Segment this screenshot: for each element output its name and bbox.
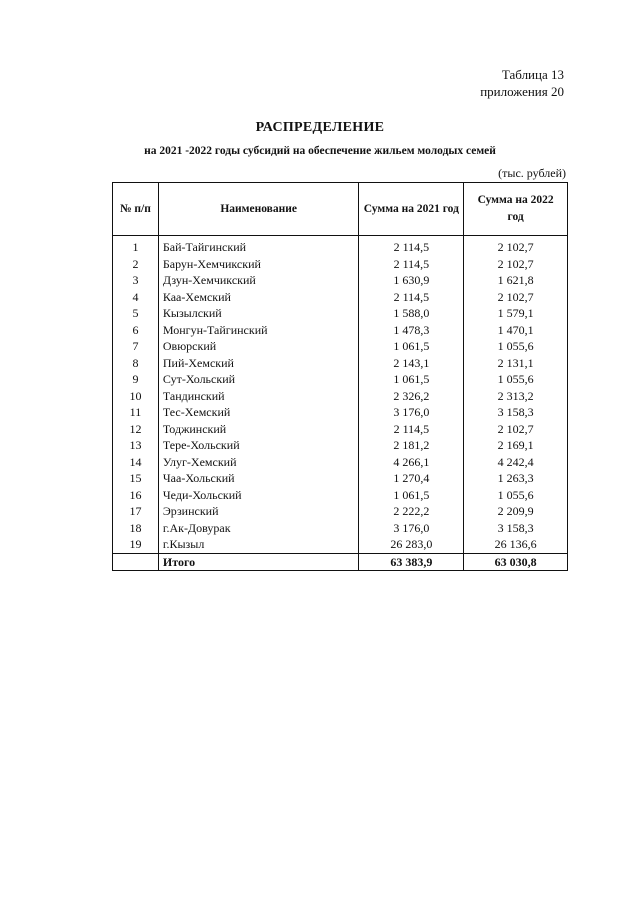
row-sum-2021: 1 478,3 — [359, 322, 464, 339]
table-row — [113, 305, 568, 322]
row-sum-2022: 2 102,7 — [464, 421, 568, 438]
row-sum-2021: 3 176,0 — [359, 520, 464, 537]
row-sum-2021: 2 143,1 — [359, 355, 464, 372]
row-sum-2022: 2 102,7 — [464, 289, 568, 306]
document-subtitle: на 2021 -2022 годы субсидий на обеспечение жильем молодых семей — [144, 145, 496, 157]
row-number: 18 — [113, 520, 159, 537]
row-sum-2022: 3 158,3 — [464, 520, 568, 537]
total-2022: 63 030,8 — [464, 553, 568, 571]
row-number: 3 — [113, 272, 159, 289]
row-sum-2022: 1 055,6 — [464, 487, 568, 504]
row-name: Тере-Хольский — [158, 437, 359, 454]
row-sum-2021: 2 222,2 — [359, 503, 464, 520]
row-number: 6 — [113, 322, 159, 339]
table-row — [113, 272, 568, 289]
total-row — [113, 553, 568, 571]
row-sum-2021: 3 176,0 — [359, 404, 464, 421]
row-name: Эрзинский — [158, 503, 359, 520]
table-header-row — [113, 183, 568, 236]
table-row — [113, 236, 568, 256]
row-sum-2022: 2 209,9 — [464, 503, 568, 520]
row-sum-2021: 1 061,5 — [359, 487, 464, 504]
table-row — [113, 256, 568, 273]
total-label: Итого — [158, 553, 359, 571]
table-row — [113, 503, 568, 520]
row-name: Дзун-Хемчикский — [158, 272, 359, 289]
row-name: Тандинский — [158, 388, 359, 405]
row-name: г.Кызыл — [158, 536, 359, 553]
row-name: Тоджинский — [158, 421, 359, 438]
distribution-table — [112, 182, 568, 571]
row-sum-2022: 1 621,8 — [464, 272, 568, 289]
table-row — [113, 322, 568, 339]
table-row — [113, 454, 568, 471]
header-number: № п/п — [113, 183, 159, 236]
row-number: 17 — [113, 503, 159, 520]
row-sum-2022: 2 313,2 — [464, 388, 568, 405]
appendix-number: приложения 20 — [480, 84, 564, 99]
table-row — [113, 289, 568, 306]
row-sum-2022: 1 055,6 — [464, 338, 568, 355]
row-number: 4 — [113, 289, 159, 306]
table-row — [113, 437, 568, 454]
row-sum-2021: 2 114,5 — [359, 421, 464, 438]
row-sum-2021: 2 114,5 — [359, 256, 464, 273]
row-number: 10 — [113, 388, 159, 405]
row-sum-2021: 1 588,0 — [359, 305, 464, 322]
row-sum-2022: 1 055,6 — [464, 371, 568, 388]
row-number: 15 — [113, 470, 159, 487]
header-sum-2021: Сумма на 2021 год — [359, 183, 464, 236]
row-number: 9 — [113, 371, 159, 388]
row-number: 12 — [113, 421, 159, 438]
row-sum-2022: 2 169,1 — [464, 437, 568, 454]
row-sum-2021: 2 114,5 — [359, 236, 464, 256]
row-sum-2022: 3 158,3 — [464, 404, 568, 421]
units-note: (тыс. рублей) — [498, 166, 566, 180]
row-sum-2021: 4 266,1 — [359, 454, 464, 471]
table-row — [113, 487, 568, 504]
row-number: 13 — [113, 437, 159, 454]
table-row — [113, 338, 568, 355]
row-name: г.Ак-Довурак — [158, 520, 359, 537]
row-name: Барун-Хемчикский — [158, 256, 359, 273]
row-name: Каа-Хемский — [158, 289, 359, 306]
row-name: Монгун-Тайгинский — [158, 322, 359, 339]
table-row — [113, 404, 568, 421]
row-sum-2021: 1 630,9 — [359, 272, 464, 289]
row-name: Бай-Тайгинский — [158, 236, 359, 256]
row-sum-2021: 2 114,5 — [359, 289, 464, 306]
row-name: Улуг-Хемский — [158, 454, 359, 471]
table-row — [113, 421, 568, 438]
row-number: 14 — [113, 454, 159, 471]
row-number: 1 — [113, 236, 159, 256]
total-number-cell — [113, 553, 159, 571]
header-sum-2022: Сумма на 2022 год — [464, 183, 568, 236]
row-number: 19 — [113, 536, 159, 553]
table-body — [113, 236, 568, 554]
row-sum-2022: 2 102,7 — [464, 256, 568, 273]
total-2021: 63 383,9 — [359, 553, 464, 571]
row-sum-2021: 2 326,2 — [359, 388, 464, 405]
row-number: 7 — [113, 338, 159, 355]
table-row — [113, 388, 568, 405]
table-reference — [480, 66, 564, 100]
row-sum-2022: 4 242,4 — [464, 454, 568, 471]
row-sum-2022: 2 102,7 — [464, 236, 568, 256]
row-sum-2021: 1 061,5 — [359, 338, 464, 355]
table-row — [113, 355, 568, 372]
document-title: РАСПРЕДЕЛЕНИЕ — [255, 120, 385, 135]
table-number: Таблица 13 — [501, 67, 564, 82]
row-name: Сут-Хольский — [158, 371, 359, 388]
table-row — [113, 470, 568, 487]
row-sum-2022: 1 470,1 — [464, 322, 568, 339]
table-row — [113, 536, 568, 553]
header-name: Наименование — [158, 183, 359, 236]
row-name: Овюрский — [158, 338, 359, 355]
row-sum-2022: 26 136,6 — [464, 536, 568, 553]
table-row — [113, 520, 568, 537]
row-sum-2021: 26 283,0 — [359, 536, 464, 553]
table-row — [113, 371, 568, 388]
row-name: Чаа-Хольский — [158, 470, 359, 487]
row-name: Пий-Хемский — [158, 355, 359, 372]
row-number: 8 — [113, 355, 159, 372]
row-sum-2021: 1 061,5 — [359, 371, 464, 388]
row-sum-2021: 2 181,2 — [359, 437, 464, 454]
row-sum-2021: 1 270,4 — [359, 470, 464, 487]
row-number: 5 — [113, 305, 159, 322]
row-number: 2 — [113, 256, 159, 273]
row-sum-2022: 1 263,3 — [464, 470, 568, 487]
row-number: 11 — [113, 404, 159, 421]
row-name: Чеди-Хольский — [158, 487, 359, 504]
row-name: Тес-Хемский — [158, 404, 359, 421]
row-sum-2022: 1 579,1 — [464, 305, 568, 322]
row-sum-2022: 2 131,1 — [464, 355, 568, 372]
row-name: Кызылский — [158, 305, 359, 322]
row-number: 16 — [113, 487, 159, 504]
